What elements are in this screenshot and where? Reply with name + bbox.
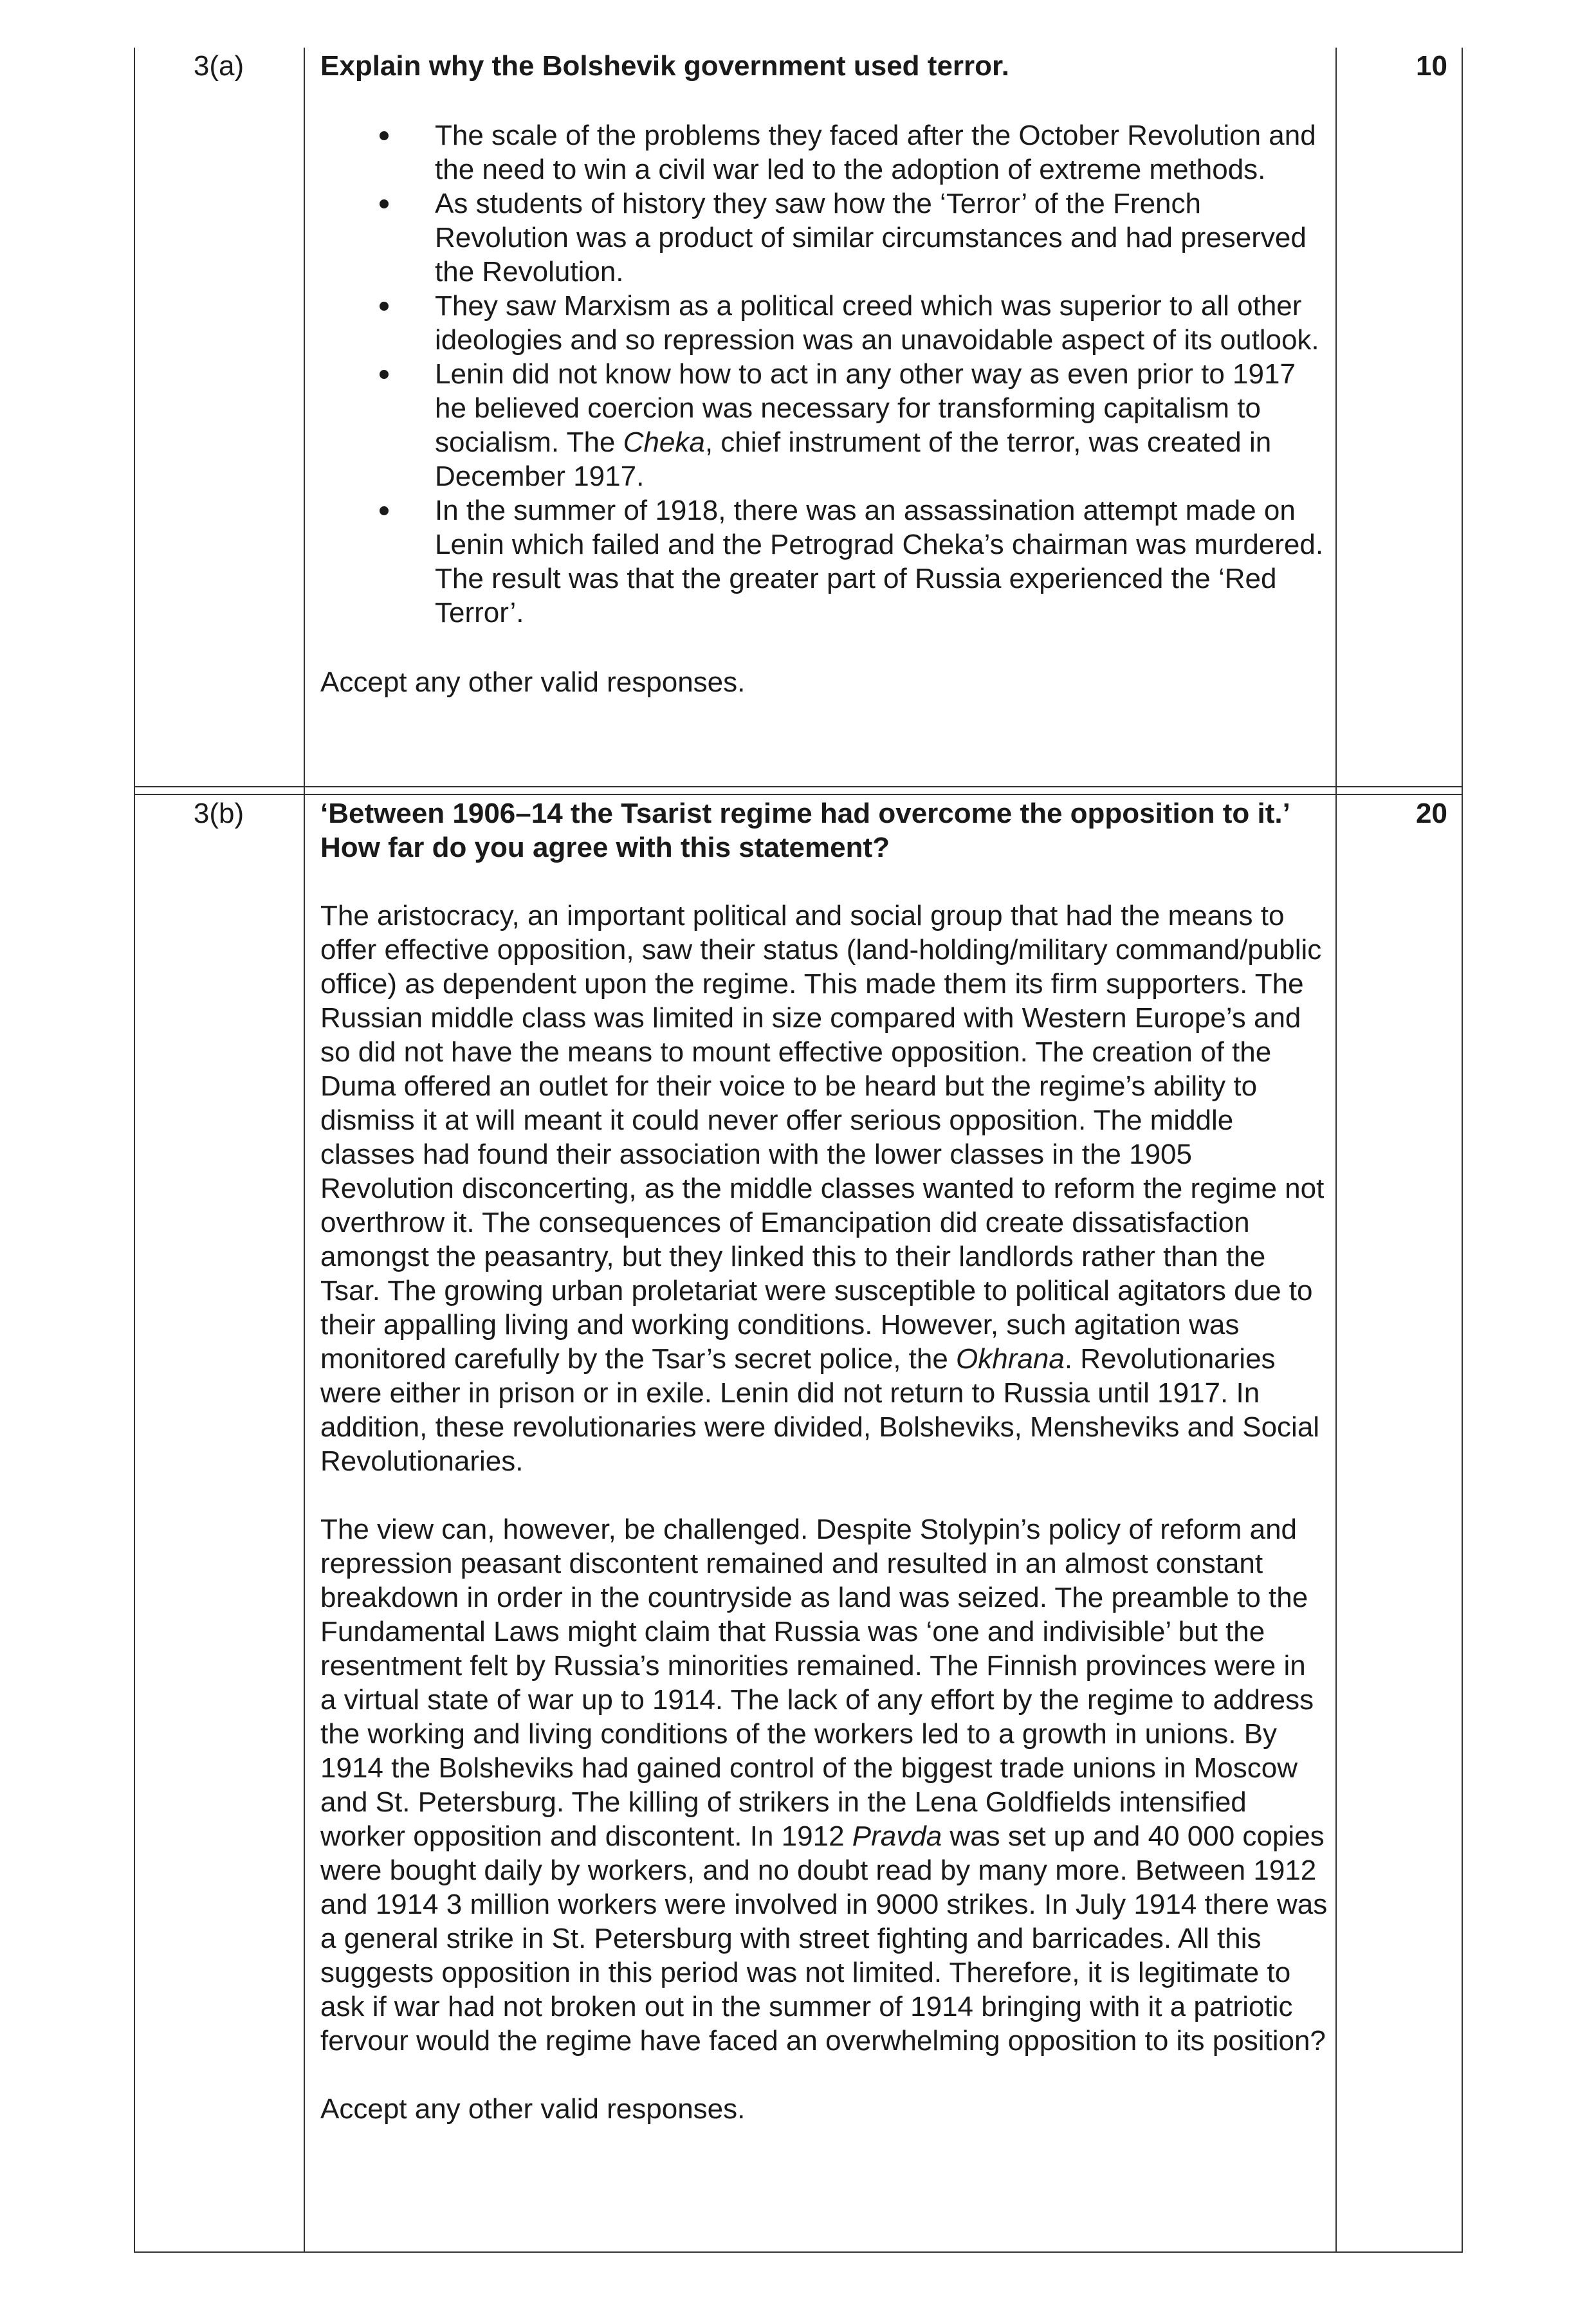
accept-note: Accept any other valid responses.	[320, 2093, 746, 2125]
question-row-3b	[134, 795, 1463, 2251]
marks-value: 20	[1416, 798, 1447, 829]
italic-term: Cheka	[623, 426, 705, 458]
bullet-text: As students of history they saw how the ‘Terror’ of the French Revolution was a product of similar circumstances and had preserved the Revolution.	[435, 188, 1307, 288]
answer-guidance	[320, 796, 1329, 2126]
marks-value: 10	[1416, 50, 1447, 82]
italic-term: Okhrana	[956, 1343, 1065, 1375]
bullet-dot	[380, 302, 389, 311]
bullet-dot	[380, 370, 389, 379]
italic-term: Pravda	[852, 1820, 942, 1852]
paragraph-text: was set up and 40 000 copies were bought daily by workers, and no doubt read by many more. Between 1912 and 1914 3 million workers were involved in 9000 strikes. In July 1914 there was a general strike in St. Petersburg with street fighting and barricades. All this suggests opposition in this period was not limited. Therefore, it is legitimate to ask if war had not broken out in the summer of 1914 bringing with it a patriotic fervour would the regime have faced an overwhelming opposition to its position?	[320, 1820, 1328, 2057]
bullet-text: They saw Marxism as a political creed which was superior to all other ideologies and so repression was an unavoidable aspect of its outlook.	[435, 290, 1319, 356]
bullet-list	[320, 118, 1329, 630]
question-number: 3(b)	[193, 798, 244, 829]
accept-note: Accept any other valid responses.	[320, 666, 746, 698]
paragraph-text: . Revolutionaries were either in prison or in exile. Lenin did not return to Russia until 1917. In addition, these revolutionaries were divided, Bolsheviks, Mensheviks and Social Revolutionaries.	[320, 1343, 1320, 1477]
table-border-bottom	[134, 2251, 1463, 2253]
bullet-item	[320, 118, 1329, 187]
bullet-item	[320, 357, 1329, 493]
answer-guidance	[320, 49, 1329, 699]
question-title: ‘Between 1906–14 the Tsarist regime had overcome the opposition to it.’ How far do you agree with this statement?	[320, 798, 1289, 863]
paragraph-text: The view can, however, be challenged. Despite Stolypin’s policy of reform and repression peasant discontent remained and resulted in an almost constant breakdown in order in the countryside as land was seized. The preamble to the Fundamental Laws might claim that Russia was ‘one and indivisible’ but the resentment felt by Russia’s minorities remained. The Finnish provinces were in a virtual state of war up to 1914. The lack of any effort by the regime to address the working and living conditions of the workers led to a growth in unions. By 1914 the Bolsheviks had gained control of the biggest trade unions in Moscow and St. Petersburg. The killing of strikers in the Lena Goldfields intensified worker opposition and discontent. In 1912	[320, 1514, 1314, 1852]
bullet-item	[320, 493, 1329, 630]
mark-scheme-table	[134, 48, 1463, 2253]
bullet-item	[320, 289, 1329, 357]
bullet-text: The scale of the problems they faced after the October Revolution and the need to win a civil war led to the adoption of extreme methods.	[435, 120, 1316, 185]
paragraph-text: The aristocracy, an important political and social group that had the means to offer effective opposition, saw their status (land-holding/military command/public office) as dependent upon the regime. This made them its firm supporters. The Russian middle class was limited in size compared with Western Europe’s and so did not have the means to mount effective opposition. The creation of the Duma offered an outlet for their voice to be heard but the regime’s ability to dismiss it at will meant it could never offer serious opposition. The middle classes had found their association with the lower classes in the 1905 Revolution disconcerting, as the middle classes wanted to reform the regime not overthrow it. The consequences of Emancipation did create dissatisfaction amongst the peasantry, but they linked this to their landlords rather than the Tsar. The growing urban proletariat were susceptible to political agitators due to their appalling living and working conditions. However, such agitation was monitored carefully by the Tsar’s secret police, the	[320, 900, 1325, 1375]
bullet-text: Lenin did not know how to act in any other way as even prior to 1917 he believed coercion was necessary for transforming capitalism to socialism. The	[435, 358, 1296, 458]
bullet-text: , chief instrument of the terror, was created in December 1917.	[435, 426, 1272, 492]
paragraph	[320, 899, 1329, 1478]
bullet-dot	[380, 131, 389, 140]
bullet-item	[320, 187, 1329, 289]
bullet-dot	[380, 506, 389, 515]
question-title: Explain why the Bolshevik government used terror.	[320, 50, 1009, 82]
bullet-text: In the summer of 1918, there was an assassination attempt made on Lenin which failed and the Petrograd Cheka’s chairman was murdered. The result was that the greater part of Russia experienced the ‘Red Terror’.	[435, 495, 1324, 628]
row-separator	[134, 786, 1463, 787]
question-row-3a	[134, 48, 1463, 786]
bullet-dot	[380, 199, 389, 208]
question-number: 3(a)	[193, 50, 244, 82]
paragraph	[320, 1512, 1329, 2058]
